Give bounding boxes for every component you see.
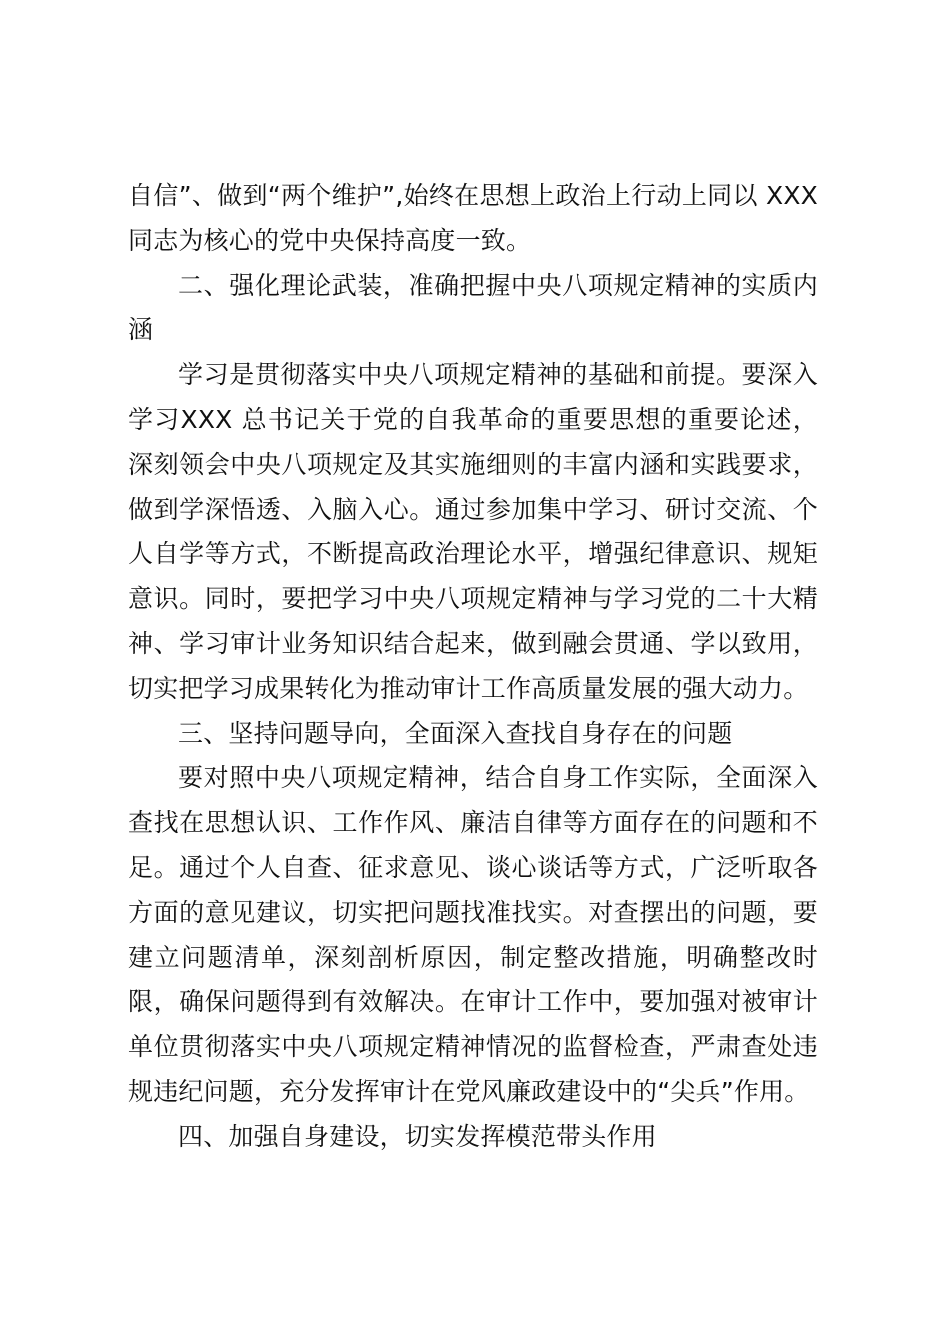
section-heading-2: 二、强化理论武装，准确把握中央八项规定精神的实质内涵: [128, 270, 818, 345]
section-heading-4: 四、加强自身建设，切实发挥模范带头作用: [178, 1121, 657, 1151]
document-body: [128, 174, 818, 1160]
paragraph-continuation: 自信”、做到“两个维护”,始终在思想上政治上行动上同以 XXX 同志为核心的党中央保持高度一致。: [128, 181, 818, 255]
paragraph-study: 学习是贯彻落实中央八项规定精神的基础和前提。要深入学习XXX 总书记关于党的自我革命的重要思想的重要论述，深刻领会中央八项规定及其实施细则的丰富内涵和实践要求，做到学深悟透、入脑入心。通过参加集中学习、研讨交流、个人自学等方式，不断提高政治理论水平，增强纪律意识、规矩意识。同时，要把学习中央八项规定精神与学习党的二十大精神、学习审计业务知识结合起来，做到融会贯通、学以致用，切实把学习成果转化为推动审计工作高质量发展的强大动力。: [128, 360, 818, 703]
section-heading-3: 三、坚持问题导向，全面深入查找自身存在的问题: [178, 718, 733, 748]
paragraph-problems: 要对照中央八项规定精神，结合自身工作实际，全面深入查找在思想认识、工作作风、廉洁自律等方面存在的问题和不足。通过个人自查、征求意见、谈心谈话等方式，广泛听取各方面的意见建议，切实把问题找准找实。对查摆出的问题，要建立问题清单，深刻剖析原因，制定整改措施，明确整改时限，确保问题得到有效解决。在审计工作中，要加强对被审计单位贯彻落实中央八项规定精神情况的监督检查，严肃查处违规违纪问题，充分发挥审计在党风廉政建设中的“尖兵”作用。: [128, 763, 818, 1106]
